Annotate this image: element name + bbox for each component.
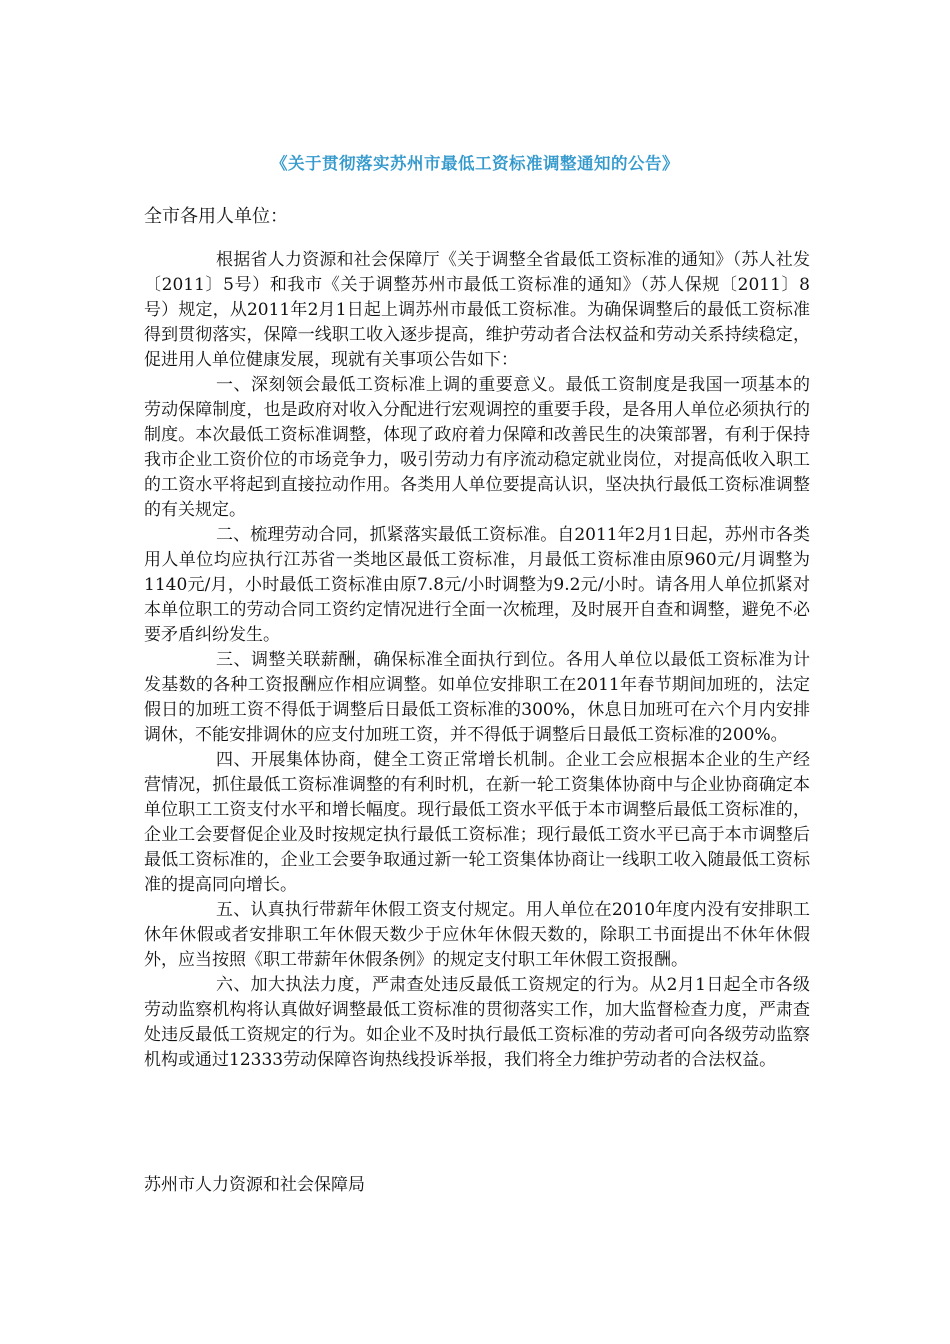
paragraph-section-5: 五、认真执行带薪年休假工资支付规定。用人单位在2010年度内没有安排职工休年休假或者安排职工年休假天数少于应休年休假天数的，除职工书面提出不休年休假外，应当按照《职工带薪年休假条例》的规定支付职工年休假工资报酬。 xyxy=(144,900,810,970)
paragraph-section-2: 二、梳理劳动合同，抓紧落实最低工资标准。自2011年2月1日起，苏州市各类用人单位均应执行江苏省一类地区最低工资标准，月最低工资标准由原960元/月调整为1140元/月，小时最低工资标准由原7.8元/小时调整为9.2元/小时。请各用人单位抓紧对本单位职工的劳动合同工资约定情况进行全面一次梳理，及时展开自查和调整，避免不必要矛盾纠纷发生。 xyxy=(144,525,810,645)
paragraph-section-4: 四、开展集体协商，健全工资正常增长机制。企业工会应根据本企业的生产经营情况，抓住最低工资标准调整的有利时机，在新一轮工资集体协商中与企业协商确定本单位职工工资支付水平和增长幅度。现行最低工资水平低于本市调整后最低工资标准的，企业工会要督促企业及时按规定执行最低工资标准；现行最低工资水平已高于本市调整后最低工资标准的，企业工会要争取通过新一轮工资集体协商让一线职工收入随最低工资标准的提高同向增长。 xyxy=(144,750,810,895)
paragraph-section-1: 一、深刻领会最低工资标准上调的重要意义。最低工资制度是我国一项基本的劳动保障制度，也是政府对收入分配进行宏观调控的重要手段，是各用人单位必须执行的制度。本次最低工资标准调整，体现了政府着力保障和改善民生的决策部署，有利于保持我市企业工资价位的市场竞争力，吸引劳动力有序流动稳定就业岗位，对提高低收入职工的工资水平将起到直接拉动作用。各类用人单位要提高认识，坚决执行最低工资标准调整的有关规定。 xyxy=(144,375,810,520)
paragraph-section-3: 三、调整关联薪酬，确保标准全面执行到位。各用人单位以最低工资标准为计发基数的各种工资报酬应作相应调整。如单位安排职工在2011年春节期间加班的，法定假日的加班工资不得低于调整后日最低工资标准的300%，休息日加班可在六个月内安排调休，不能安排调休的应支付加班工资，并不得低于调整后日最低工资标准的200%。 xyxy=(144,650,810,745)
paragraph-section-6: 六、加大执法力度，严肃查处违反最低工资规定的行为。从2月1日起全市各级劳动监察机构将认真做好调整最低工资标准的贯彻落实工作，加大监督检查力度，严肃查处违反最低工资规定的行为。如企业不及时执行最低工资标准的劳动者可向各级劳动监察机构或通过12333劳动保障咨询热线投诉举报，我们将全力维护劳动者的合法权益。 xyxy=(144,975,810,1070)
paragraph-intro: 根据省人力资源和社会保障厅《关于调整全省最低工资标准的通知》（苏人社发〔2011〕5号）和我市《关于调整苏州市最低工资标准的通知》（苏人保规〔2011〕8号）规定，从2011年2月1日起上调苏州市最低工资标准。为确保调整后的最低工资标准得到贯彻落实，保障一线职工收入逐步提高，维护劳动者合法权益和劳动关系持续稳定，促进用人单位健康发展，现就有关事项公告如下： xyxy=(144,250,810,370)
document-title: 《关于贯彻落实苏州市最低工资标准调整通知的公告》 xyxy=(271,154,679,173)
document-body xyxy=(144,248,810,1073)
signature: 苏州市人力资源和社会保障局 xyxy=(144,1175,365,1195)
salutation: 全市各用人单位： xyxy=(144,206,288,227)
